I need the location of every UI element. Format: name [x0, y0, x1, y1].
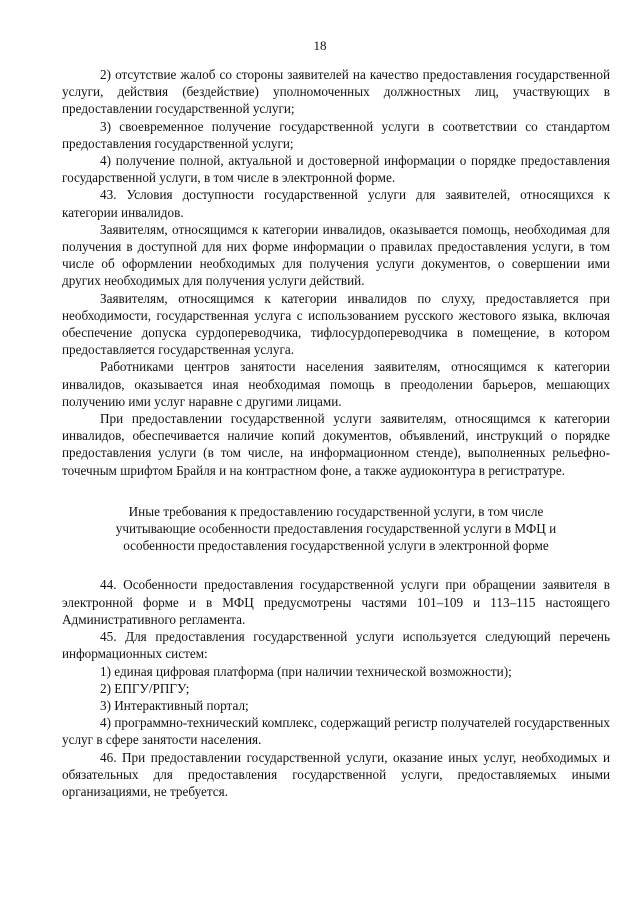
paragraph: Заявителям, относящимся к категории инвалидов по слуху, предоставляется при необходимости, государственная услуга с использованием русского жестового языка, включая обеспечение допуска сурдопереводчика, тифлосурдопереводчика в помещение, в котором предоставляется государственная услуга. [62, 290, 610, 358]
paragraph: 4) получение полной, актуальной и достоверной информации о порядке предоставления государственной услуги, в том числе в электронной форме. [62, 153, 610, 186]
page-number: 18 [313, 38, 327, 53]
paragraph: 2) отсутствие жалоб со стороны заявителей на качество предоставления государственной услуги, действия (бездействие) уполномоченных должностных лиц, участвующих в предоставлении государственной услуги; [62, 67, 610, 117]
paragraph: 43. Условия доступности государственной услуги для заявителей, относящихся к категории инвалидов. [62, 187, 610, 220]
list-item: 2) ЕПГУ/РПГУ; [100, 680, 190, 696]
paragraph: 45. Для предоставления государственной услуги используется следующий перечень информационных систем: [62, 629, 610, 662]
section-heading-line: учитывающие особенности предоставления государственной услуги в МФЦ и [115, 521, 557, 537]
paragraph: Заявителям, относящимся к категории инвалидов, оказывается помощь, необходимая для получения в доступной для них форме информации о правилах предоставления услуги, в том числе об оформлении необходимых для получения услуги документов, о совершении ими других необходимых для получения услуги действий. [62, 221, 610, 289]
section-heading [62, 503, 610, 555]
section-heading-line: Иные требования к предоставлению государственной услуги, в том числе [128, 503, 544, 519]
section-heading-line: особенности предоставления государственной услуги в электронной форме [123, 538, 549, 554]
paragraph: 44. Особенности предоставления государственной услуги при обращении заявителя в электронной форме и в МФЦ предусмотрены частями 101–109 и 113–115 настоящего Административного регламента. [62, 577, 610, 627]
document-body [62, 66, 610, 800]
paragraph: Работниками центров занятости населения заявителям, относящимся к категории инвалидов, оказывается иная необходимая помощь в преодолении барьеров, мешающих получению ими услуг наравне с другими лицами. [62, 359, 610, 409]
paragraph: 3) своевременное получение государственной услуги в соответствии со стандартом предоставления государственной услуги; [62, 118, 610, 151]
list-item: 4) программно-технический комплекс, содержащий регистр получателей государственных услуг в сфере занятости населения. [62, 715, 610, 748]
paragraph: 46. При предоставлении государственной услуги, оказание иных услуг, необходимых и обязательных для предоставления государственной услуги, предоставляемых иными организациями, не требуется. [62, 749, 610, 799]
list-item: 1) единая цифровая платформа (при наличии технической возможности); [100, 663, 512, 679]
paragraph: При предоставлении государственной услуги заявителям, относящимся к категории инвалидов, обеспечивается наличие копий документов, объявлений, инструкций о порядке предоставления услуги (в том числе, на информационном стенде), выполненных рельефно-точечным шрифтом Брайля и на контрастном фоне, а также аудиоконтура в регистратуре. [62, 411, 610, 478]
list-item: 3) Интерактивный портал; [100, 697, 249, 713]
